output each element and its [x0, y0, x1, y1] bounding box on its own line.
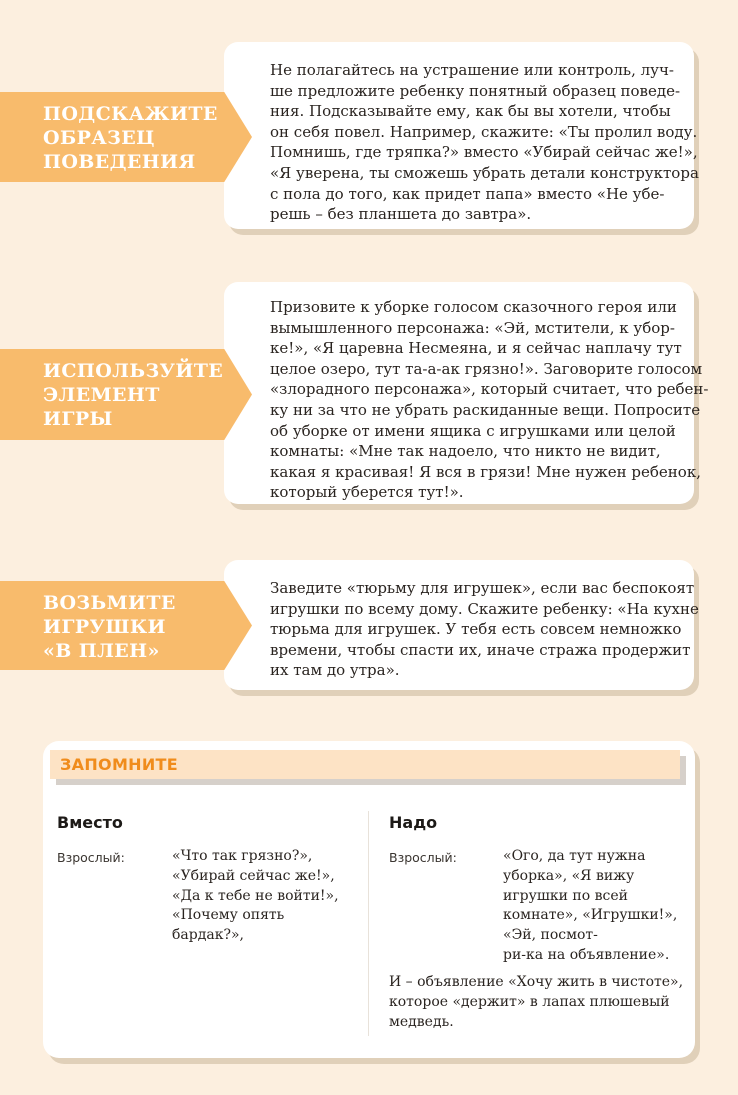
tip-text-1: Не полагайтесь на устрашение или контроль, луч- ше предложите ребенку понятный образец поведе- ния. Подсказывайте ему, как бы вы хотели, чтобы он себя повел. Например, скажите: «Ты пролил воду. Помнишь, где тряпка?» вместо «Убирай сейчас же!», «Я уверена, ты сможешь убрать детали конструктора с пола до того, как придет папа» вместо «Не убе- решь – без планшета до завтра».: [270, 61, 699, 224]
should-note: И – объявление «Хочу жить в чистоте», которое «держит» в лапах плюшевый медведь.: [389, 974, 684, 1030]
remember-title: ЗАПОМНИТЕ: [60, 755, 178, 774]
remember-box: [43, 741, 695, 1058]
tip-label-text-1: ПОДСКАЖИТЕ ОБРАЗЕЦ ПОВЕДЕНИЯ: [43, 103, 218, 173]
instead-role-label: Взрослый:: [57, 850, 125, 865]
tip-label-text-3: ВОЗЬМИТЕ ИГРУШКИ «В ПЛЕН»: [43, 592, 176, 662]
instead-quote: «Что так грязно?», «Убирай сейчас же!», «Да к тебе не войти!», «Почему опять бардак?»,: [172, 848, 339, 944]
tip-text-3: Заведите «тюрьму для игрушек», если вас беспокоят игрушки по всему дому. Скажите ребенку: «На кухне тюрьма для игрушек. У тебя есть совсем немножко времени, чтобы спасти их, иначе стража продержит их там до утра».: [270, 579, 699, 680]
should-heading: Надо: [389, 813, 438, 832]
tip-text-2: Призовите к уборке голосом сказочного героя или вымышленного персонажа: «Эй, мстители, к убор- ке!», «Я царевна Несмеяна, и я сейчас наплачу тут целое озеро, тут та-а-ак грязно!». Заговорите голосом «злорадного персонажа», который считает, что ребен- ку ни за что не убрать раскиданные вещи. Попросите об уборке от имени ящика с игрушками или целой комнаты: «Мне так надоело, что никто не видит, какая я красивая! Я вся в грязи! Мне нужен ребенок, который уберется тут!».: [270, 298, 709, 502]
remember-header: [50, 750, 680, 779]
should-role-label: Взрослый:: [389, 850, 457, 865]
tip-label-text-2: ИСПОЛЬЗУЙТЕ ЭЛЕМЕНТ ИГРЫ: [43, 360, 224, 430]
column-divider: [368, 811, 369, 1036]
instead-heading: Вместо: [57, 813, 123, 832]
should-quote: «Ого, да тут нужна уборка», «Я вижу игрушки по всей комнате», «Игрушки!», «Эй, посмот- ри-ка на объявление».: [503, 848, 678, 963]
